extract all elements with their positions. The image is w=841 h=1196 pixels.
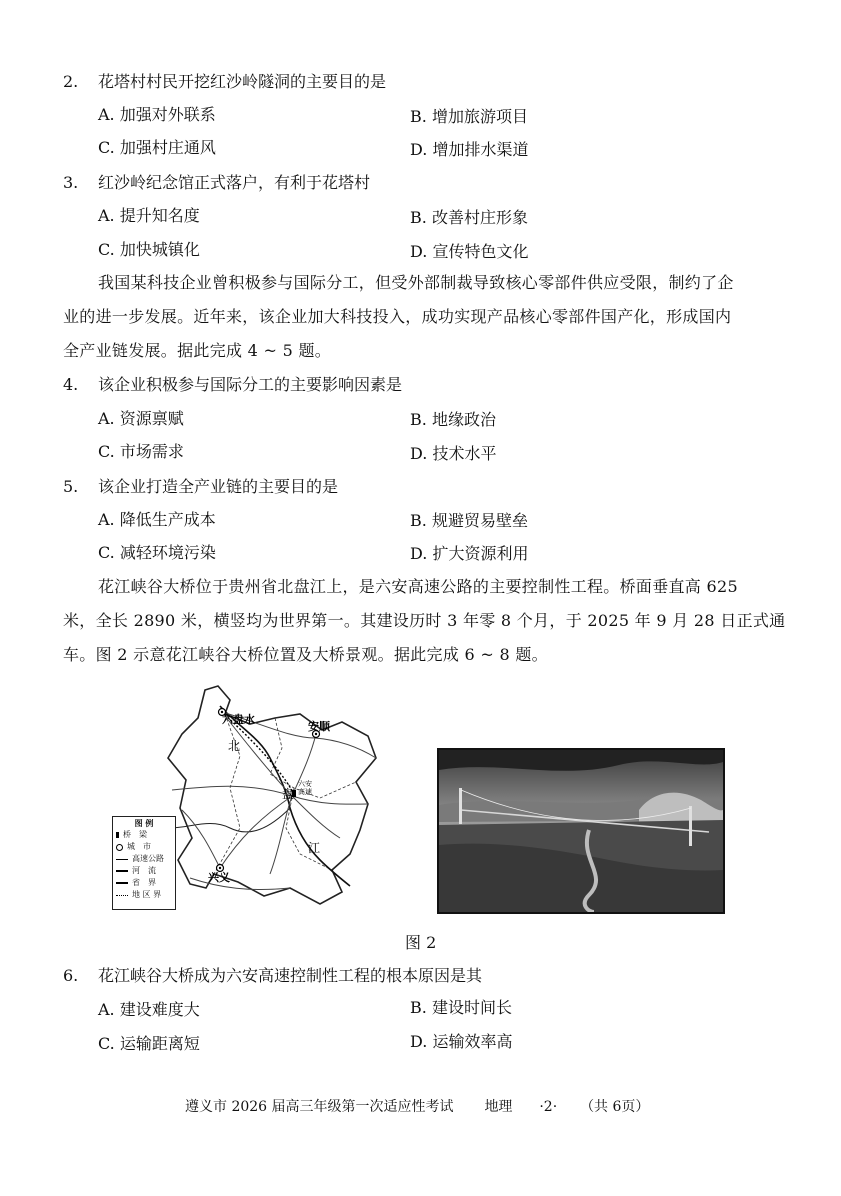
option-label: C.: [98, 543, 115, 562]
city-label-xingyi: 兴义: [208, 871, 230, 884]
option-label: C.: [98, 442, 115, 461]
question-5-option-c: [98, 543, 216, 563]
option-text: 加强对外联系: [119, 105, 216, 124]
subject-name: 地理: [484, 1099, 513, 1115]
district-boundary-symbol-icon: [116, 895, 128, 896]
option-text: 运输效率高: [432, 1032, 513, 1051]
option-label: A.: [98, 206, 115, 225]
figure-caption: 图 2: [405, 933, 437, 952]
passage-1-line-1: 我国某科技企业曾积极参与国际分工，但受外部制裁导致核心零部件供应受限，制约了企: [98, 273, 734, 292]
option-text: 运输距离短: [119, 1034, 200, 1053]
question-3-stem: 红沙岭纪念馆正式落户，有利于花塔村: [98, 173, 371, 192]
city-symbol-icon: [116, 844, 123, 851]
highway-label-2: 高速: [298, 788, 312, 796]
legend-item-district: [113, 889, 175, 901]
province-boundary-symbol-icon: [116, 882, 128, 884]
exam-title: 遵义市 2026 届高三年级第一次适应性考试: [185, 1099, 454, 1115]
option-label: D.: [410, 444, 428, 463]
question-5-option-d: [410, 544, 528, 564]
passage-1-line-2: 业的进一步发展。近年来，该企业加大科技投入，成功实现产品核心零部件国产化，形成国内: [63, 307, 732, 326]
city-label-anshun: 安顺: [308, 720, 330, 733]
question-4-option-a: [98, 409, 184, 429]
option-text: 扩大资源利用: [432, 544, 529, 563]
legend-label: 省 界: [132, 878, 156, 887]
question-5-stem: 该企业打造全产业链的主要目的是: [98, 477, 339, 496]
highway: [172, 786, 368, 804]
question-2-option-b: [410, 107, 528, 127]
option-label: D.: [410, 140, 428, 159]
option-text: 改善村庄形象: [431, 208, 528, 227]
question-3-option-a: [98, 206, 200, 226]
district-boundary: [214, 714, 240, 874]
option-text: 提升知名度: [119, 206, 200, 225]
question-5-option-b: [410, 511, 528, 531]
option-label: A.: [98, 409, 115, 428]
region-boundary: [168, 686, 376, 904]
option-label: D.: [410, 544, 428, 563]
option-text: 市场需求: [119, 442, 184, 461]
question-5-number: 5.: [63, 477, 79, 496]
question-4-stem: 该企业积极参与国际分工的主要影响因素是: [98, 375, 403, 394]
option-text: 规避贸易壁垒: [431, 511, 528, 530]
bridge-photo-image: [439, 750, 723, 912]
option-label: A.: [98, 510, 115, 529]
river-char-3: 江: [308, 841, 321, 855]
page-footer: [185, 1096, 649, 1116]
question-6-number: 6.: [63, 966, 79, 985]
question-4-option-c: [98, 442, 184, 462]
option-label: C.: [98, 1034, 115, 1053]
bridge-symbol-icon: [116, 832, 119, 838]
total-pages: （共 6页）: [580, 1099, 650, 1115]
option-text: 减轻环境污染: [119, 543, 216, 562]
legend-item-highway: [113, 853, 175, 865]
passage-2-line-2: 米，全长 2890 米，横竖均为世界第一。其建设历时 3 年零 8 个月，于 2025 年 9 月 28 日正式通: [63, 611, 786, 630]
river-symbol-icon: [116, 870, 128, 872]
question-3-option-b: [410, 208, 528, 228]
option-label: A.: [98, 105, 115, 124]
legend-title: 图 例: [134, 818, 154, 828]
map-legend: [112, 816, 176, 910]
option-text: 增加旅游项目: [431, 107, 528, 126]
question-5-option-a: [98, 510, 216, 530]
passage-2-line-1: 花江峡谷大桥位于贵州省北盘江上，是六安高速公路的主要控制性工程。桥面垂直高 625: [98, 577, 738, 596]
highway: [220, 796, 292, 868]
option-text: 建设难度大: [119, 1000, 200, 1019]
option-text: 加强村庄通风: [119, 138, 216, 157]
option-text: 增加排水渠道: [432, 140, 529, 159]
question-6-option-b: [410, 998, 512, 1018]
question-2-option-c: [98, 138, 216, 158]
city-xingyi: [208, 865, 230, 885]
highway-label-1: 六安: [298, 780, 312, 788]
legend-item-bridge: [113, 829, 175, 841]
option-label: B.: [410, 107, 427, 126]
legend-label: 高速公路: [132, 854, 164, 863]
legend-item-river: [113, 865, 175, 877]
option-text: 资源禀赋: [119, 409, 184, 428]
question-2-number: 2.: [63, 72, 79, 91]
question-3-option-d: [410, 242, 528, 262]
question-3-number: 3.: [63, 173, 79, 192]
legend-label: 城 市: [127, 842, 151, 851]
question-2-stem: 花塔村村民开挖红沙岭隧洞的主要目的是: [98, 72, 387, 91]
option-label: C.: [98, 240, 115, 259]
option-label: B.: [410, 998, 427, 1017]
legend-label: 河 流: [132, 866, 156, 875]
option-text: 宣传特色文化: [432, 242, 529, 261]
city-liupanshui: [219, 709, 256, 727]
question-4-option-d: [410, 444, 496, 464]
legend-item-province: [113, 877, 175, 889]
question-4-option-b: [410, 410, 496, 430]
option-label: A.: [98, 1000, 115, 1019]
question-6-stem: 花江峡谷大桥成为六安高速控制性工程的根本原因是其: [98, 966, 483, 985]
option-text: 技术水平: [432, 444, 497, 463]
question-6-option-a: [98, 1000, 200, 1020]
bridge-photo: [437, 748, 725, 914]
option-label: D.: [410, 242, 428, 261]
passage-2-line-3: 车。图 2 示意花江峡谷大桥位置及大桥景观。据此完成 6 ~ 8 题。: [63, 645, 548, 664]
highway-symbol-icon: [116, 859, 128, 860]
city-label-liupanshui: 六盘水: [222, 713, 255, 726]
question-2-option-d: [410, 140, 528, 160]
option-text: 建设时间长: [431, 998, 512, 1017]
question-2-option-a: [98, 105, 216, 125]
option-text: 地缘政治: [431, 410, 496, 429]
question-6-option-d: [410, 1032, 512, 1052]
option-text: 加快城镇化: [119, 240, 200, 259]
question-3-option-c: [98, 240, 200, 260]
option-label: D.: [410, 1032, 428, 1051]
page-number: ·2·: [539, 1099, 558, 1115]
option-label: B.: [410, 208, 427, 227]
legend-label: 桥 梁: [123, 830, 147, 839]
city-anshun: [308, 719, 331, 738]
highway: [182, 810, 220, 868]
option-label: C.: [98, 138, 115, 157]
option-label: B.: [410, 410, 427, 429]
legend-item-city: [113, 841, 175, 853]
option-text: 降低生产成本: [119, 510, 216, 529]
river-char-1: 北: [228, 739, 241, 753]
river-char-2: 盘: [282, 787, 295, 801]
option-label: B.: [410, 511, 427, 530]
legend-label: 地 区 界: [132, 890, 162, 899]
question-4-number: 4.: [63, 375, 79, 394]
passage-1-line-3: 全产业链发展。据此完成 4 ~ 5 题。: [63, 341, 332, 360]
question-6-option-c: [98, 1034, 200, 1054]
